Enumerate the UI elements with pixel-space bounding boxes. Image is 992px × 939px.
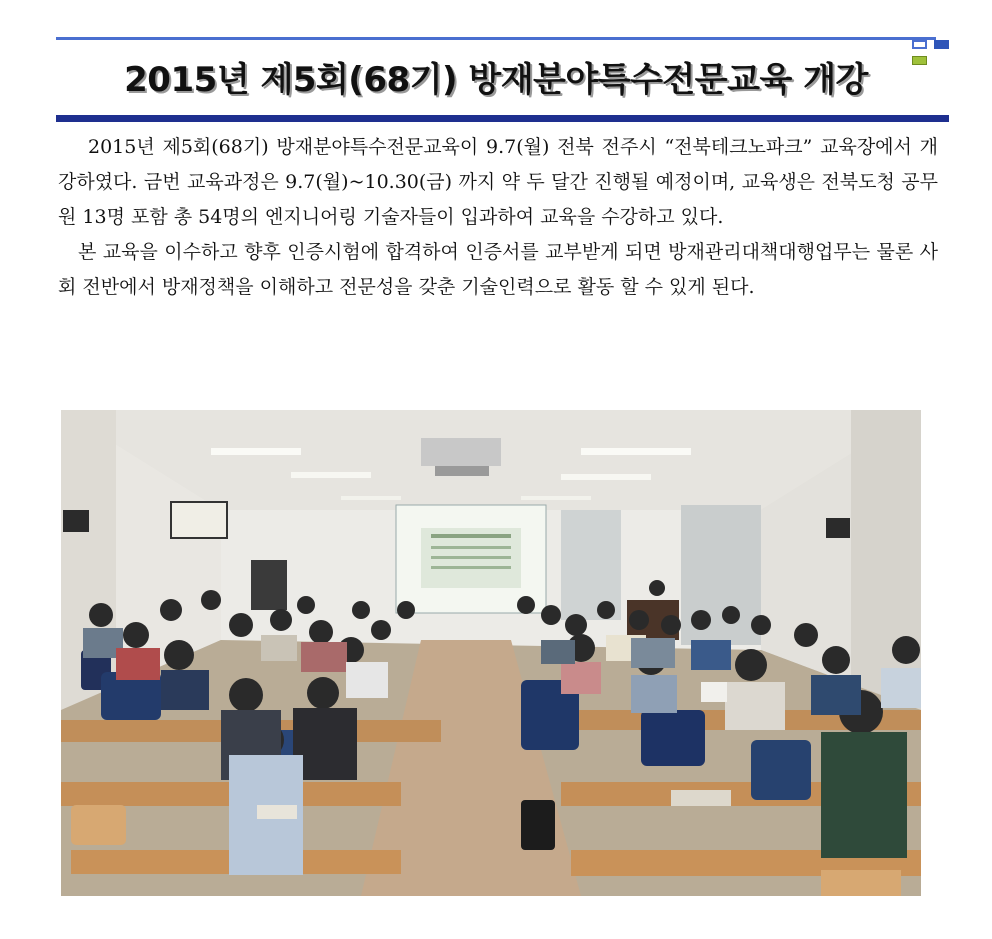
article-body [58,130,938,305]
article-paragraph-2: 본 교육을 이수하고 향후 인증시험에 합격하여 인증서를 교부받게 되면 방재관리대책대행업무는 물론 사회 전반에서 방재정책을 이해하고 전문성을 갖춘 기술인력으로 활동 할 수 있게 된다. [58,241,938,298]
page-title: 2015년 제5회(68기) 방재분야특수전문교육 개강 [124,60,868,100]
article-paragraph-1: 2015년 제5회(68기) 방재분야특수전문교육이 9.7(월) 전북 전주시 “전북테크노파크” 교육장에서 개강하였다. 금번 교육과정은 9.7(월)~10.30(금) 까지 약 두 달간 진행될 예정이며, 교육생은 전북도청 공무원 13명 포함 총 54명의 엔지니어링 기술자들이 입과하여 교육을 수강하고 있다. [58,136,938,228]
decor-square-outline [912,40,927,49]
header-top-rule [56,37,936,40]
decor-square-blue [934,40,949,49]
classroom-photo [61,410,921,896]
header-bottom-rule [56,115,949,122]
